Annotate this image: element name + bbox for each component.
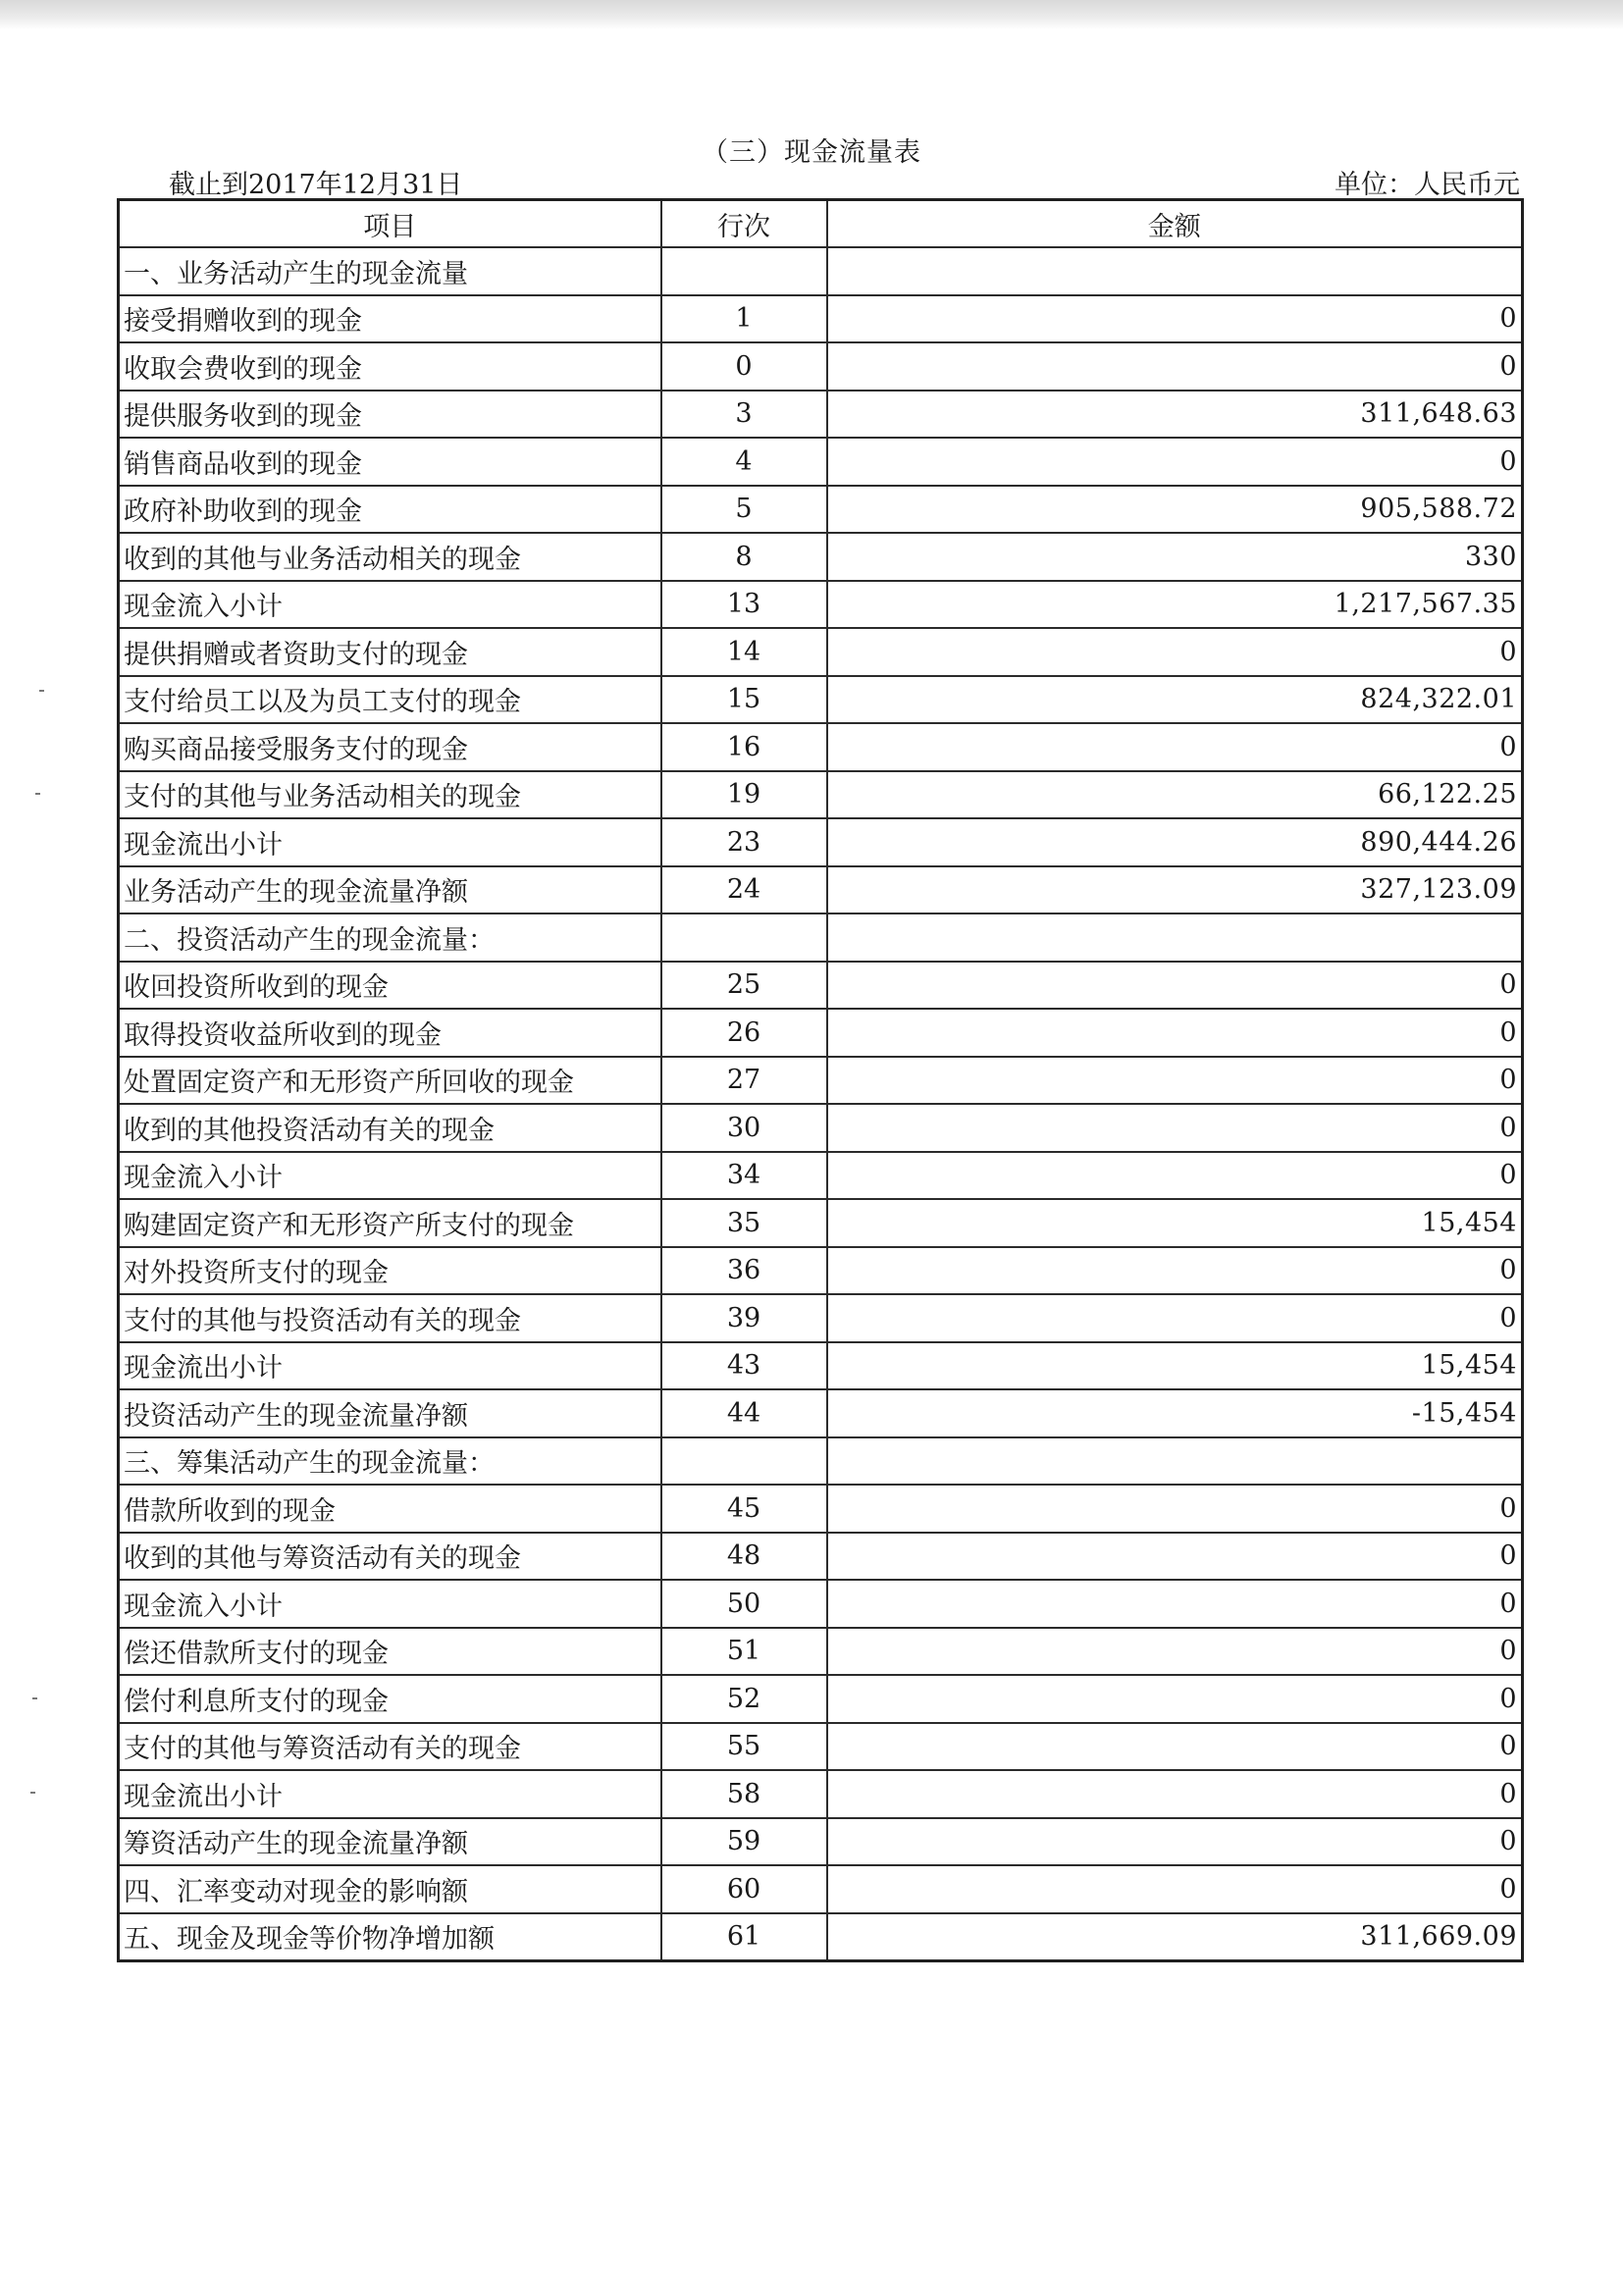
row-amount: 0: [827, 1104, 1523, 1152]
row-line-number: 3: [661, 391, 827, 439]
table-row: [119, 771, 1523, 819]
row-item-label: 接受捐赠收到的现金: [119, 295, 661, 343]
row-line-number: 61: [661, 1913, 827, 1961]
row-line-number: 26: [661, 1009, 827, 1057]
table-row: [119, 913, 1523, 962]
row-amount: [827, 247, 1523, 295]
row-item-label: 现金流入小计: [119, 1580, 661, 1628]
scan-top-edge: [0, 0, 1623, 29]
row-amount: 0: [827, 1057, 1523, 1105]
row-line-number: 13: [661, 581, 827, 629]
row-line-number: 34: [661, 1152, 827, 1200]
row-line-number: 58: [661, 1770, 827, 1818]
row-item-label: 收到的其他与筹资活动有关的现金: [119, 1533, 661, 1581]
row-amount: 0: [827, 1770, 1523, 1818]
column-header-line-no: 行次: [661, 200, 827, 248]
row-item-label: 业务活动产生的现金流量净额: [119, 866, 661, 914]
table-row: [119, 391, 1523, 439]
row-item-label: 提供捐赠或者资助支付的现金: [119, 628, 661, 676]
table-row: [119, 1485, 1523, 1533]
row-amount: [827, 1437, 1523, 1486]
row-amount: 15,454: [827, 1342, 1523, 1390]
table-body: [119, 247, 1523, 1960]
table-row: [119, 247, 1523, 295]
row-amount: [827, 913, 1523, 962]
table-row: [119, 676, 1523, 724]
row-amount: 311,669.09: [827, 1913, 1523, 1961]
table-row: [119, 1865, 1523, 1913]
row-amount: 0: [827, 1865, 1523, 1913]
table-row: [119, 1009, 1523, 1057]
table-row: [119, 295, 1523, 343]
column-header-amount: 金额: [827, 200, 1523, 248]
row-line-number: 19: [661, 771, 827, 819]
row-line-number: 52: [661, 1675, 827, 1723]
table-row: [119, 1152, 1523, 1200]
row-item-label: 现金流出小计: [119, 1770, 661, 1818]
table-row: [119, 628, 1523, 676]
row-line-number: 25: [661, 962, 827, 1010]
table-row: [119, 533, 1523, 581]
scan-speck: [39, 690, 44, 692]
table-row: [119, 1437, 1523, 1486]
table-row: [119, 1294, 1523, 1342]
column-header-item: 项目: [119, 200, 661, 248]
row-amount: 0: [827, 1533, 1523, 1581]
row-amount: 15,454: [827, 1199, 1523, 1247]
row-line-number: 4: [661, 438, 827, 486]
currency-unit: 单位：人民币元: [1335, 170, 1520, 200]
row-amount: 824,322.01: [827, 676, 1523, 724]
row-amount: 0: [827, 295, 1523, 343]
row-item-label: 提供服务收到的现金: [119, 391, 661, 439]
row-item-label: 收回投资所收到的现金: [119, 962, 661, 1010]
row-item-label: 一、业务活动产生的现金流量: [119, 247, 661, 295]
row-line-number: 35: [661, 1199, 827, 1247]
row-amount: 890,444.26: [827, 818, 1523, 866]
row-item-label: 投资活动产生的现金流量净额: [119, 1389, 661, 1437]
scan-speck: [32, 1697, 37, 1699]
row-amount: 0: [827, 1818, 1523, 1866]
row-amount: 0: [827, 342, 1523, 391]
row-line-number: [661, 1437, 827, 1486]
table-header-row: [119, 200, 1523, 248]
row-amount: 0: [827, 962, 1523, 1010]
row-line-number: 23: [661, 818, 827, 866]
cash-flow-table: [117, 198, 1524, 1962]
row-item-label: 五、现金及现金等价物净增加额: [119, 1913, 661, 1961]
row-item-label: 对外投资所支付的现金: [119, 1247, 661, 1295]
row-amount: 330: [827, 533, 1523, 581]
row-amount: 0: [827, 1675, 1523, 1723]
row-item-label: 现金流出小计: [119, 818, 661, 866]
row-item-label: 借款所收到的现金: [119, 1485, 661, 1533]
row-item-label: 三、筹集活动产生的现金流量：: [119, 1437, 661, 1486]
row-amount: -15,454: [827, 1389, 1523, 1437]
table-row: [119, 438, 1523, 486]
table-row: [119, 486, 1523, 534]
row-line-number: 51: [661, 1628, 827, 1676]
row-item-label: 销售商品收到的现金: [119, 438, 661, 486]
row-line-number: 5: [661, 486, 827, 534]
document-title: （三）现金流量表: [702, 137, 921, 168]
row-line-number: 60: [661, 1865, 827, 1913]
row-item-label: 现金流出小计: [119, 1342, 661, 1390]
row-item-label: 支付的其他与业务活动相关的现金: [119, 771, 661, 819]
row-line-number: 55: [661, 1723, 827, 1771]
row-item-label: 支付给员工以及为员工支付的现金: [119, 676, 661, 724]
table-row: [119, 1723, 1523, 1771]
table-row: [119, 723, 1523, 771]
table-row: [119, 1533, 1523, 1581]
row-line-number: 27: [661, 1057, 827, 1105]
row-item-label: 支付的其他与投资活动有关的现金: [119, 1294, 661, 1342]
row-item-label: 收到的其他与业务活动相关的现金: [119, 533, 661, 581]
row-line-number: 43: [661, 1342, 827, 1390]
row-line-number: 44: [661, 1389, 827, 1437]
row-line-number: 48: [661, 1533, 827, 1581]
row-item-label: 筹资活动产生的现金流量净额: [119, 1818, 661, 1866]
row-item-label: 支付的其他与筹资活动有关的现金: [119, 1723, 661, 1771]
row-amount: 311,648.63: [827, 391, 1523, 439]
row-line-number: 30: [661, 1104, 827, 1152]
scan-speck: [30, 1792, 35, 1794]
row-item-label: 收取会费收到的现金: [119, 342, 661, 391]
row-amount: 0: [827, 1152, 1523, 1200]
row-line-number: 36: [661, 1247, 827, 1295]
table-row: [119, 1342, 1523, 1390]
row-line-number: 8: [661, 533, 827, 581]
row-line-number: 14: [661, 628, 827, 676]
row-line-number: 45: [661, 1485, 827, 1533]
table-row: [119, 1247, 1523, 1295]
table-row: [119, 342, 1523, 391]
report-date: 截止到2017年12月31日: [169, 170, 463, 200]
row-line-number: 1: [661, 295, 827, 343]
table-row: [119, 1913, 1523, 1961]
row-item-label: 现金流入小计: [119, 1152, 661, 1200]
table-row: [119, 1818, 1523, 1866]
table-row: [119, 1675, 1523, 1723]
row-line-number: 15: [661, 676, 827, 724]
scan-speck: [35, 793, 40, 795]
table-row: [119, 1104, 1523, 1152]
row-amount: 0: [827, 1580, 1523, 1628]
table-row: [119, 1057, 1523, 1105]
row-amount: 905,588.72: [827, 486, 1523, 534]
row-item-label: 四、汇率变动对现金的影响额: [119, 1865, 661, 1913]
table-row: [119, 1389, 1523, 1437]
row-amount: 0: [827, 723, 1523, 771]
row-item-label: 偿还借款所支付的现金: [119, 1628, 661, 1676]
row-line-number: [661, 913, 827, 962]
row-item-label: 政府补助收到的现金: [119, 486, 661, 534]
row-item-label: 购买商品接受服务支付的现金: [119, 723, 661, 771]
row-item-label: 现金流入小计: [119, 581, 661, 629]
table-row: [119, 1770, 1523, 1818]
table-row: [119, 962, 1523, 1010]
row-amount: 66,122.25: [827, 771, 1523, 819]
row-amount: 0: [827, 1628, 1523, 1676]
row-item-label: 收到的其他投资活动有关的现金: [119, 1104, 661, 1152]
row-item-label: 取得投资收益所收到的现金: [119, 1009, 661, 1057]
row-line-number: 50: [661, 1580, 827, 1628]
row-line-number: 0: [661, 342, 827, 391]
row-item-label: 购建固定资产和无形资产所支付的现金: [119, 1199, 661, 1247]
table-row: [119, 1628, 1523, 1676]
row-amount: 0: [827, 1723, 1523, 1771]
table-row: [119, 818, 1523, 866]
row-amount: 0: [827, 1485, 1523, 1533]
row-item-label: 处置固定资产和无形资产所回收的现金: [119, 1057, 661, 1105]
row-item-label: 二、投资活动产生的现金流量：: [119, 913, 661, 962]
row-amount: 1,217,567.35: [827, 581, 1523, 629]
row-amount: 0: [827, 628, 1523, 676]
table-row: [119, 581, 1523, 629]
row-amount: 0: [827, 438, 1523, 486]
row-amount: 0: [827, 1009, 1523, 1057]
row-line-number: 39: [661, 1294, 827, 1342]
row-line-number: 16: [661, 723, 827, 771]
table-row: [119, 1199, 1523, 1247]
row-line-number: [661, 247, 827, 295]
table-row: [119, 866, 1523, 914]
row-item-label: 偿付利息所支付的现金: [119, 1675, 661, 1723]
row-amount: 0: [827, 1247, 1523, 1295]
row-amount: 0: [827, 1294, 1523, 1342]
row-line-number: 59: [661, 1818, 827, 1866]
row-line-number: 24: [661, 866, 827, 914]
table-row: [119, 1580, 1523, 1628]
row-amount: 327,123.09: [827, 866, 1523, 914]
